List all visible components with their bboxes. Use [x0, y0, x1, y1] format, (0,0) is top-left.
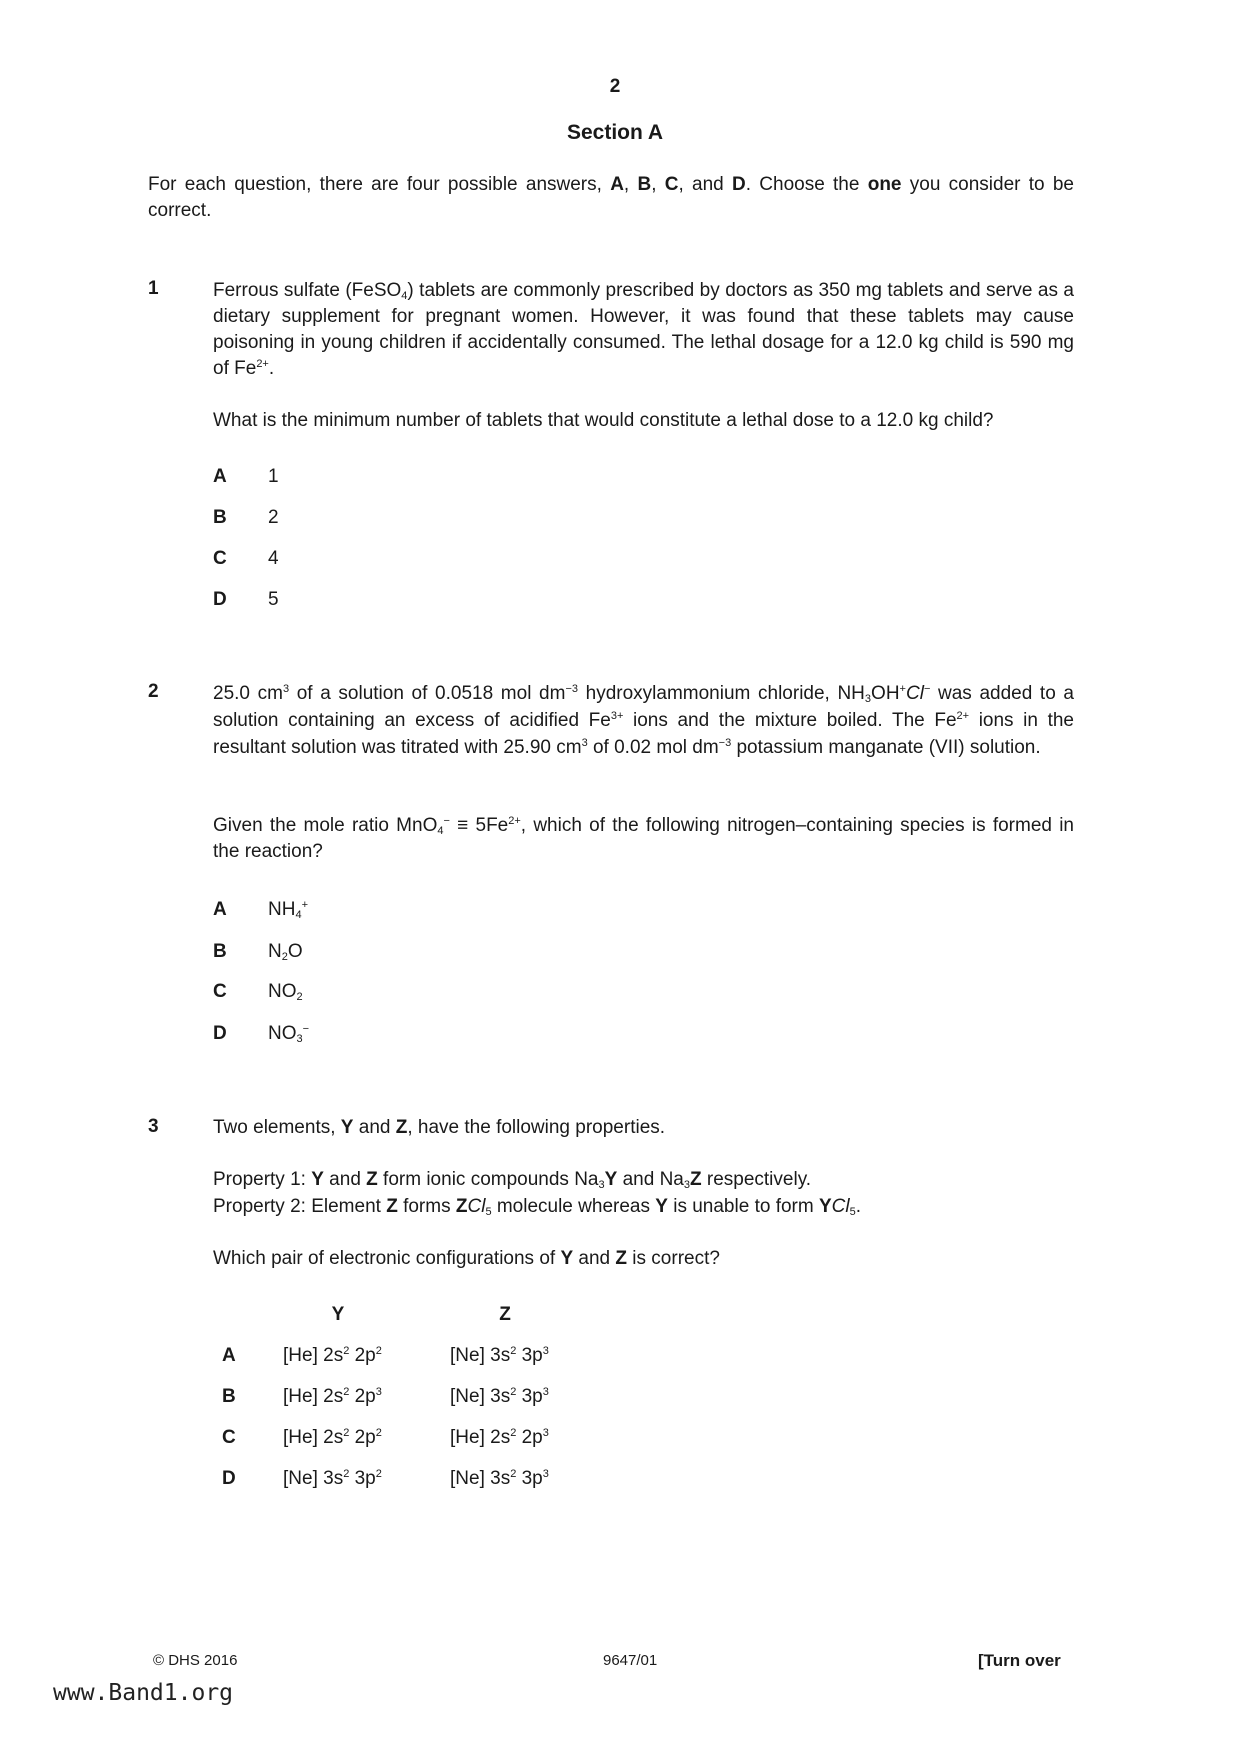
config-Y: [He] $2s^2$ $2p^3$ [283, 1386, 382, 1407]
option-2-D[interactable]: D $NO_3^-$ [213, 1023, 310, 1045]
option-2-A[interactable]: A $NH_4^+$ [213, 899, 309, 921]
question-3-property-1: Property 1: Y and Z form ionic compounds $Na_3Y$ and $Na_3Z$ respectively. [213, 1169, 812, 1191]
table-header-Z: Z [499, 1304, 511, 1325]
question-3-property-2: Property 2: Element Z forms ZCl$_5$ molecule whereas Y is unable to form YCl$_5$. [213, 1196, 862, 1218]
question-2-prompt: Given the mole ratio $MnO_4^- \equiv 5Fe^{2+}$, which of the following nitrogen–containing species is formed in the reaction? [213, 815, 1074, 862]
option-1-A[interactable]: A 1 [213, 466, 279, 487]
page-number: 2 [609, 76, 621, 97]
question-number-3: 3 [148, 1116, 159, 1137]
question-1-stem: Ferrous sulfate (FeSO$_4$) tablets are commonly prescribed by doctors as 350 mg tablets and serve as a dietary supplement for pregnant women. However, it was found that these tablets may cause poisoning in young children if accidentally consumed. The lethal dosage for a 12.0 kg child is 590 mg of $Fe^{2+}$. [213, 280, 1074, 379]
config-Z: [He] $2s^2$ $2p^3$ [450, 1427, 549, 1448]
option-1-C[interactable]: C 4 [213, 548, 279, 569]
paper-code: 9647/01 [603, 1652, 658, 1669]
config-Z: [Ne] $3s^2$ $3p^3$ [450, 1386, 549, 1407]
option-2-C[interactable]: C $NO_2$ [213, 981, 303, 1003]
question-3-intro: Two elements, Y and Z, have the following properties. [213, 1117, 666, 1138]
config-Y: [He] $2s^2$ $2p^2$ [283, 1427, 382, 1448]
question-1-prompt: What is the minimum number of tablets that would constitute a lethal dose to a 12.0 kg child? [213, 410, 994, 431]
question-number-2: 2 [148, 681, 159, 702]
watermark: www.Band1.org [53, 1680, 234, 1706]
config-Z: [Ne] $3s^2$ $3p^3$ [450, 1345, 549, 1366]
option-3-D[interactable]: D [Ne] $3s^2$ $3p^2$ [Ne] $3s^2$ $3p^3$ [222, 1468, 549, 1489]
config-Y: [Ne] $3s^2$ $3p^2$ [283, 1468, 382, 1489]
instructions: For each question, there are four possible answers, A, B, C, and D. Choose the one you consider to be correct. [148, 174, 1074, 221]
option-3-C[interactable]: C [He] $2s^2$ $2p^2$ [He] $2s^2$ $2p^3$ [222, 1427, 549, 1448]
option-3-A[interactable]: A [He] $2s^2$ $2p^2$ [Ne] $3s^2$ $3p^3$ [222, 1345, 549, 1366]
config-Z: [Ne] $3s^2$ $3p^3$ [450, 1468, 549, 1489]
question-3-prompt: Which pair of electronic configurations of Y and Z is correct? [213, 1248, 720, 1269]
copyright: © DHS 2016 [153, 1652, 238, 1669]
option-1-D[interactable]: D 5 [213, 589, 279, 610]
option-2-B[interactable]: B $N_2O$ [213, 941, 303, 963]
turn-over: [Turn over [978, 1651, 1061, 1670]
question-number-1: 1 [148, 278, 159, 299]
option-3-B[interactable]: B [He] $2s^2$ $2p^3$ [Ne] $3s^2$ $3p^3$ [222, 1386, 549, 1407]
option-1-B[interactable]: B 2 [213, 507, 279, 528]
section-title: Section A [566, 121, 664, 144]
table-header-Y: Y [331, 1304, 345, 1325]
question-2-stem: 25.0 $cm^3$ of a solution of 0.0518 mol $dm^{-3}$ hydroxylammonium chloride, $NH_3OH^+Cl^-$ was added to a solution containing an excess of acidified $Fe^{3+}$ ions and the mixture boiled. The $Fe^{2+}$ ions in the resultant solution was titrated with 25.90 $cm^3$ of 0.02 mol $dm^{-3}$ potassium manganate (VII) solution. [213, 683, 1074, 758]
config-Y: [He] $2s^2$ $2p^2$ [283, 1345, 382, 1366]
